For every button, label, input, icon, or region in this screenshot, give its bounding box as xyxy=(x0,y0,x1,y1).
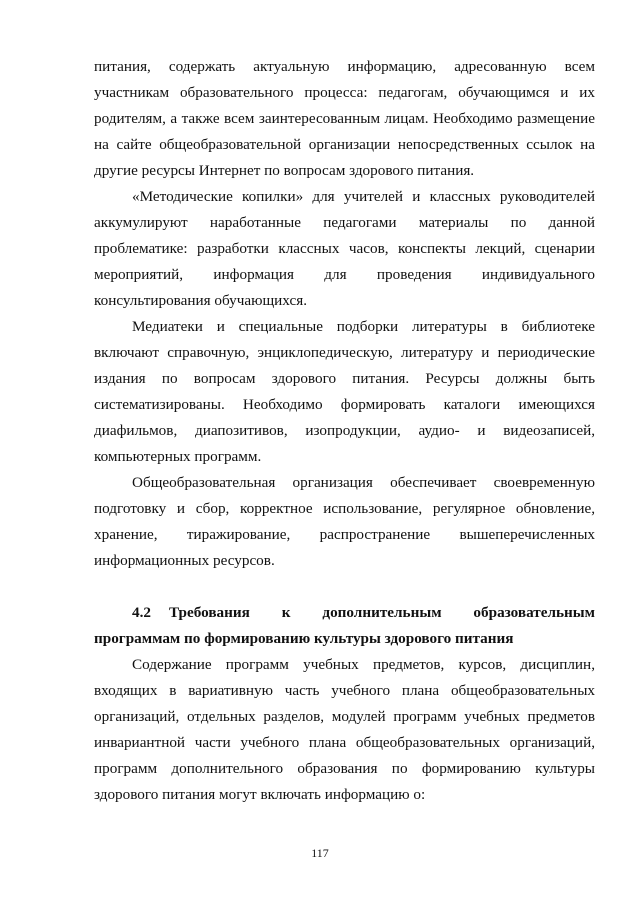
page-number: 117 xyxy=(311,846,329,860)
paragraph-program-content: Содержание программ учебных предметов, курсов, дисциплин, входящих в вариативную часть учебного плана общеобразовательных организаций, отдельных разделов, модулей программ учебных предметов инвариантной части учебного плана общеобразовательных организаций, программ дополнительного образования по формированию культуры здорового питания могут включать информацию о: xyxy=(94,656,595,803)
paragraph-continued: питания, содержать актуальную информацию, адресованную всем участникам образовательного процесса: педагогам, обучающимся и их родителям, а также всем заинтересованным лицам. Необходимо размещение на сайте общеобразовательной организации непосредственных ссылок на другие ресурсы Интернет по вопросам здорового питания. xyxy=(94,58,595,179)
section-heading xyxy=(94,600,595,652)
paragraph-organization-provides: Общеобразовательная организация обеспечивает своевременную подготовку и сбор, корректное использование, регулярное обновление, хранение, тиражирование, распространение вышеперечисленных информационных ресурсов. xyxy=(94,474,595,569)
paragraph-media-libraries: Медиатеки и специальные подборки литературы в библиотеке включают справочную, энциклопедическую, литературу и периодические издания по вопросам здорового питания. Ресурсы должны быть систематизированы. Необходимо формировать каталоги имеющихся диафильмов, диапозитивов, изопродукции, аудио- и видеозаписей, компьютерных программ. xyxy=(94,318,595,465)
section-title: Требования к дополнительным образовательным программам по формированию культуры здорового питания xyxy=(94,604,595,647)
section-number: 4.2 xyxy=(132,604,151,621)
document-page xyxy=(94,54,595,808)
paragraph-methodical-collections: «Методические копилки» для учителей и классных руководителей аккумулируют наработанные педагогами материалы по данной проблематике: разработки классных часов, конспекты лекций, сценарии мероприятий, информация для проведения индивидуального консультирования обучающихся. xyxy=(94,188,595,309)
